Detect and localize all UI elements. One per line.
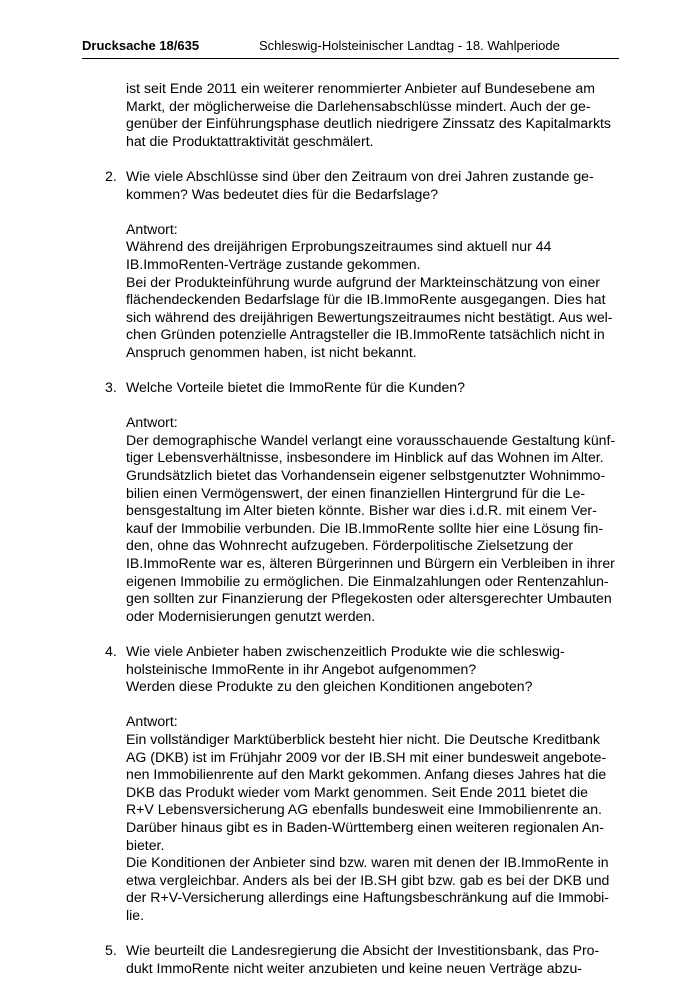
answer-text-line: Anspruch genommen haben, ist nicht bekannt.: [126, 343, 417, 360]
answer-text-line: Der demographische Wandel verlangt eine vorausschauende Gestaltung künf-: [126, 431, 616, 448]
answer-text-line: kauf der Immobilie verbunden. Die IB.ImmoRente sollte hier eine Lösung fin-: [126, 519, 604, 536]
question-text-line: Wie viele Abschlüsse sind über den Zeitraum von drei Jahren zustande ge-: [126, 167, 594, 184]
intro-paragraph: [126, 80, 617, 150]
question-text-line: Welche Vorteile bietet die ImmoRente für die Kunden?: [126, 379, 465, 396]
question-number: 5.: [105, 942, 117, 959]
answer-text-line: sich während des dreijährigen Bewertungszeitraumes nicht bestätigt. Aus wel-: [126, 308, 613, 325]
question-text-line: Wie viele Anbieter haben zwischenzeitlich Produkte wie die schleswig-: [126, 643, 565, 659]
answer-text-line: tiger Lebensverhältnisse, insbesondere im Hinblick auf das Wohnen im Alter.: [126, 449, 604, 466]
text-line: hat die Produktattraktivität geschmälert.: [126, 132, 374, 149]
question-text-line: dukt ImmoRente nicht weiter anzubieten und keine neuen Verträge abzu-: [126, 959, 582, 976]
question-4: [105, 643, 617, 696]
answer-text-line: chen Gründen potenzielle Antragsteller die IB.ImmoRente tatsächlich nicht in: [126, 326, 605, 343]
answer-text-line: Grundsätzlich bietet das Vorhandensein eigener selbstgenutzter Wohnimmo-: [126, 467, 606, 484]
question-number: 4.: [105, 643, 117, 659]
answer-text-line: eigenen Immobilie zu ermöglichen. Die Einmalzahlungen oder Rentenzahlun-: [126, 572, 609, 589]
answer-text-line: IB.ImmoRente war es, älteren Bürgerinnen und Bürgern ein Verbleiben in ihrer: [126, 555, 615, 572]
question-text-line: holsteinische ImmoRente in ihr Angebot aufgenommen?: [126, 660, 477, 677]
answer-4: [126, 713, 617, 924]
answer-text-line: oder Modernisierungen genutzt werden.: [126, 607, 376, 624]
answer-text-line: nen Immobilienrente auf den Markt gekommen. Anfang dieses Jahres hat die: [126, 766, 607, 783]
answer-text-line: Ein vollständiger Marktüberblick besteht hier nicht. Die Deutsche Kreditbank: [126, 730, 600, 747]
question-3: [105, 379, 617, 397]
answer-text-line: der R+V-Versicherung allerdings eine Haftungsbeschränkung auf die Immobi-: [126, 889, 609, 906]
question-text-line: Werden diese Produkte zu den gleichen Konditionen angeboten?: [126, 678, 533, 695]
answer-text-line: Bei der Produkteinführung wurde aufgrund der Markteinschätzung von einer: [126, 273, 600, 290]
answer-text-line: Während des dreijährigen Erprobungszeitraumes sind aktuell nur 44: [126, 238, 552, 255]
text-line: Markt, der möglicherweise die Darlehensabschlüsse mindert. Auch der ge-: [126, 97, 591, 114]
text-line: ist seit Ende 2011 ein weiterer renommierter Anbieter auf Bundesebene am: [126, 80, 596, 96]
question-number: 2.: [105, 167, 117, 184]
answer-text-line: bilien einen Vermögenswert, der einen finanziellen Hintergrund für die Le-: [126, 484, 586, 501]
answer-text-line: bensgestaltung im Alter bieten könnte. Bisher war dies i.d.R. mit einem Ver-: [126, 502, 597, 519]
answer-text-line: Darüber hinaus gibt es in Baden-Württemberg einen weiteren regionalen An-: [126, 818, 604, 835]
answer-label: Antwort:: [126, 220, 178, 237]
answer-text-line: IB.ImmoRenten-Verträge zustande gekommen.: [126, 255, 421, 272]
question-5: [105, 942, 617, 977]
question-text-line: kommen? Was bedeutet dies für die Bedarfslage?: [126, 185, 439, 202]
answer-text-line: gen sollten zur Finanzierung der Pflegekosten oder altersgerechter Umbauten: [126, 590, 612, 607]
answer-text-line: flächendeckenden Bedarfslage für die IB.ImmoRente ausgegangen. Dies hat: [126, 291, 606, 308]
document-body: [105, 80, 617, 977]
document-number: Drucksache 18/635: [82, 38, 200, 53]
answer-label: Antwort:: [126, 713, 178, 730]
answer-2: [126, 221, 617, 362]
answer-text-line: Die Konditionen der Anbieter sind bzw. waren mit denen der IB.ImmoRente in: [126, 854, 609, 871]
answer-text-line: DKB das Produkt wieder vom Markt genommen. Seit Ende 2011 bietet die: [126, 783, 588, 800]
question-text-line: Wie beurteilt die Landesregierung die Absicht der Investitionsbank, das Pro-: [126, 942, 600, 959]
answer-text-line: bieter.: [126, 836, 165, 853]
answer-label: Antwort:: [126, 414, 178, 431]
answer-text-line: den, ohne das Wohnrecht aufzugeben. Förderpolitische Zielsetzung der: [126, 537, 574, 554]
answer-text-line: etwa vergleichbar. Anders als bei der IB.SH gibt bzw. gab es bei der DKB und: [126, 871, 610, 888]
parliament-title: Schleswig-Holsteinischer Landtag - 18. Wahlperiode: [259, 38, 560, 53]
question-number: 3.: [105, 379, 117, 396]
question-2: [105, 168, 617, 203]
page-header: [82, 38, 619, 59]
text-line: genüber der Einführungsphase deutlich niedrigere Zinssatz des Kapitalmarkts: [126, 115, 611, 132]
answer-text-line: R+V Lebensversicherung AG ebenfalls bundesweit eine Immobilienrente an.: [126, 801, 602, 818]
answer-text-line: lie.: [126, 906, 145, 923]
answer-text-line: AG (DKB) ist im Frühjahr 2009 vor der IB.SH mit einer bundesweit angebote-: [126, 748, 607, 765]
answer-3: [126, 414, 617, 625]
